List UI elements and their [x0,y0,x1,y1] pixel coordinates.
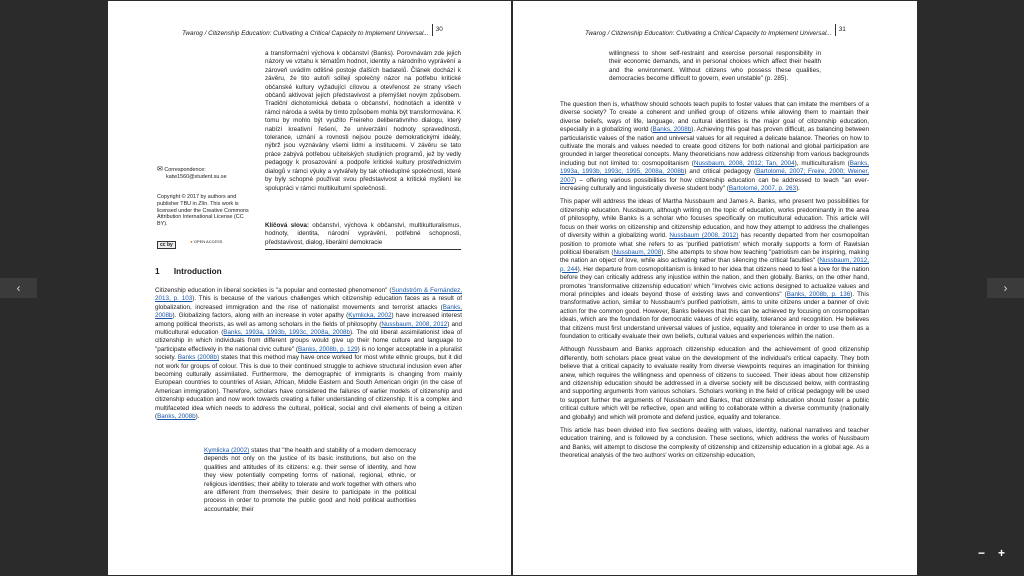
citation-link[interactable]: Banks, 2008b, p. 136 [786,290,851,298]
page-number: 31 [835,24,846,36]
paragraph: This article has been divided into five sections dealing with values, identity, national narratives and teacher education training, and is followed by a conclusion. These sections, which address the works of Nussbaum and Banks, will attempt to disclose the complexity of citizenship and citizenship education in a global age. As a theoretical analysis of the two authors' works on citizenship education, [560,427,869,460]
cc-by-badge[interactable]: cc by [157,241,176,249]
citation-link[interactable]: Nussbaum (2008, 2012) [669,232,739,240]
block-quote-continued: willingness to show self-restraint and exercise personal responsibility in their economic demands, and in personal choices which affect their health and the environment. Without citizens who possess these qualities, democracies become difficult to govern, even unstable" (p. 285). [609,50,821,83]
abstract-czech-text: a transformační výchova k občanství (Banks). Porovnávám zde jejich názory ve vztahu k tématům hodnot, identity a národního vyprávění a zároveň uvádím odlišné postoje ďalších badatelů. Článek dochází k závěru, že tito autoři sdílejí společný názor na potřebu kritické občanské kultury vyžadující cílovou a otevřenost ze strany všech občanů aktivovat jejich představivost a přemýšlet novým způsobem. Tradiční dichotomická debata o občanství, hodnotách a identitě v rámci národa a světa by tímto způsobem mohla být transformována. K tomu by mohlo být využito Freireho deliberativního dialogu, který nabízí kreativní řešení, že univerzální hodnoty spravedlnosti, tolerance, uznání a rovnosti nejsou pouze demokratickými ideály, nýbrž jsou vyznávány všemi lidmi a institucemi. V závěru se tato práce zabývá potřebou učitelských studijních programů, jež by vedly pedagogy k prosazování a podpoře kritické kultury prostřednictvím dialogů v rámci výuky a vytvářely by tak ohleduplné společnosti, které by byly schopné používat svou představivost a kritické myšlení ke spolupráci v rámci multikulturní společnosti. [265,50,461,192]
citation-link[interactable]: Nussbaum, 2012, p. 244 [560,257,870,273]
next-page-button[interactable] [987,278,1024,298]
running-header-text: Twarog / Citizenship Education: Cultivating a Critical Capacity to Implement Universal... [585,30,832,37]
citation-link[interactable]: Kymlicka, 2002 [348,312,392,320]
citation-link[interactable]: Banks, 2008b [652,126,692,134]
correspondence-block [157,167,247,181]
running-header-right [585,28,846,40]
citation-link[interactable]: Banks, 2008b [155,303,462,320]
running-header-left [182,28,443,40]
citation-link[interactable]: Nussbaum, 2008, 2012; Tan, 2004 [693,159,795,167]
envelope-icon: ✉ [157,166,163,173]
citation-link[interactable]: Banks, 2008b, p. 129 [297,345,358,353]
previous-page-button[interactable] [0,278,37,298]
keywords-label: Klíčová slova: [265,222,309,229]
keywords-czech [265,222,461,250]
block-quote: Kymlicka (2002) states that "the health and stability of a modern democracy depends not only on the justice of its basic institutions, but also on the qualities and attitudes of its citizens: e.g. their sense of identity, and how they view potentially competing forms of national, regional, ethnic, or religious identities; their ability to tolerate and work together with others who are different from themselves; their desire to participate in the political process in order to promote the public good and hold political authorities accountable; their [204,447,416,513]
citation-link[interactable]: Banks (2008b) [177,354,220,362]
citation-link[interactable]: Nussbaum, 2008, 2012 [381,320,448,328]
citation-link[interactable]: Banks, 1993a, 1993b, 1993c, 1995, 2008a, 2008b [560,159,869,176]
keywords-text: občanství, výchova k občanství, multikulturalismus, hodnoty, identita, národní vyprávění, potřebné schopnosti, představivost, dialog, liberální demokracie [265,222,462,246]
body-text [560,101,869,466]
license-badges [157,233,222,251]
left-page [108,1,511,575]
plus-icon: + [998,546,1006,560]
copyright-text: Copyright © 2017 by authors and publisher TBU in Zlín. This work is licensed under the Creative Commons Attribution International License (CC BY). [157,194,249,228]
open-access-badge: ● OPEN ACCESS [190,239,223,245]
running-header-text: Twarog / Citizenship Education: Cultivating a Critical Capacity to Implement Universal... [182,30,429,37]
chevron-right-icon: › [1003,281,1008,295]
correspondence-email[interactable]: katw1560@student.su.se [166,173,227,180]
paragraph: This paper will address the ideas of Martha Nussbaum and James A. Banks, who present two possibilities for citizenship education. Nussbaum, although writing on the topic of education, works predominantly in the area of philosophy, while Banks is a scholar who focuses specifically on multicultural education. This article will focus on their works on citizenship and citizenship education, and how they attempt to address the challenges of diversity within a globalizing world. Nussbaum (2008, 2012) has recently departed from her cosmopolitan position to promote what she refers to as 'purified patriotism' which morally supports a form of Rawlsian political liberalism (Nussbaum, 2008). She attempts to show how teaching "patriotism can be inspiring, making the nation an object of love, while also activating rather than silencing the critical faculties" (Nussbaum, 2012, p. 244). Her departure from cosmopolitanism is linked to her idea that citizens need to feel a love for the nation before they can critically address any injustice within the nation, and then globally. Banks, on the other hand, promotes 'transformative citizenship education' which "involves civic actions designed to actualize values and moral principles and ideals beyond those of existing laws and conventions" (Banks, 2008b, p. 136). This transformative action, similar to Nussbaum's purified patriotism, aims to unite citizens under a banner of civic action for the common good. However, Banks believes that this can be achieved by focusing on cosmopolitan ideals, which are the foundation for democratic values of civic equality, tolerance and recognition. He believes that citizens must first understand universal values of justice, equality and tolerance in order to use them as a foundation to critically evaluate their own beliefs, cultural values and experiences within the nation. [560,198,870,340]
section-title: Introduction [173,267,222,276]
citation-link[interactable]: Kymlicka (2002) [204,447,250,454]
zoom-out-button[interactable] [978,546,985,560]
section-number: 1 [155,267,160,276]
citation-link[interactable]: Sundström & Fernández, 2013, p. 103 [155,287,462,303]
chevron-left-icon: ‹ [16,281,21,295]
citation-link[interactable]: Banks, 2008b [157,413,196,421]
minus-icon: − [978,546,986,560]
zoom-in-button[interactable] [998,546,1005,560]
citation-link[interactable]: Bartolomé, 2007, p. 263 [728,185,797,193]
intro-paragraph: Citizenship education in liberal societies is "a popular and contested phenomenon" (Sundström & Fernández, 2013, p. 103). This is because of the various challenges which citizenship education faces as a result of globalization, increased immigration and the rise of nationalist movements and terrorist attacks (Banks, 2008b). Globalizing factors, along with an increase in voter apathy (Kymlicka, 2002) have increased interest among political theorists, as well as among scholars in the fields of philosophy (Nussbaum, 2008, 2012) and multicultural education (Banks, 1993a, 1993b, 1993c, 2008a, 2008b). The old liberal assimilationist idea of citizenship in which individuals from different groups would give up their home culture and language to "participate effectively in the national civic culture" (Banks, 2008b, p. 129) is no longer acceptable in a pluralist society. Banks (2008b) states that this method may have once worked for most white ethnic groups, but it did not work for groups of colour. This is due to their continued struggle to achieve structural inclusion even after becoming culturally assimilated. Furthermore, the demographic of immigrants is changing from mainly European countries to countries of Asian, African, Middle Eastern and South American origin (in the case of American immigration). Therefore, scholars have considered the failures of earlier models of citizenship and citizenship education and now work towards creating a fuller understanding of citizenship. It is a complex and multifaceted idea which needs to address the cultural, political, social and civil elements of being a citizen (Banks, 2008b). [155,287,463,421]
paragraph: Although Nussbaum and Banks approach citizenship education and the achievement of good citizenship differently, both scholars place great value on the development of the individual's critical capacity. They both believe that a critical capacity to evaluate reality from diverse viewpoints requires an imagination for thinking anew, which requires the willingness and openness of citizens to succeed. Their ideas about how citizenship and citizenship education should be addressed in a diverse society will be discussed below, with contrasting and supporting arguments from various scholars. Scholars working in the field of critical pedagogy will be used to support further the arguments of Nussbaum and Banks, that citizenship education should foster a public critical culture which will be reflective, open and willing to collaborate within a diverse community (nationally and globally) and which will promote and defend justice, equality and tolerance. [560,346,869,421]
correspondence-label: Correspondence: [164,167,206,173]
citation-link[interactable]: Bartolomé, 2007; Freire, 2000; Weiner, 2007 [560,168,870,184]
abstract-czech [265,50,461,193]
citation-link[interactable]: Banks, 1993a, 1993b, 1993c, 2008a, 2008b [223,329,350,337]
section-heading [155,267,222,276]
page-number: 30 [432,24,443,36]
right-page [513,1,917,575]
copyright-block [157,194,249,228]
open-access-icon: ● [190,239,193,245]
citation-link[interactable]: Nussbaum, 2008 [613,248,662,256]
paragraph: The question then is, what/how should schools teach pupils to foster values that can imitate the members of a diverse society? To create a coherent and unified group of citizens while allowing them to maintain their diverse beliefs, ways of life, language, and cultural identities is the major goal of citizenship education, especially in a globalizing world (Banks, 2008b). Achieving this goal has proven difficult, as balancing between particularistic values of the nation and universal values for all required a delicate balance. Theories on how to cultivate the morals and values needed to create good citizens for both national and global participation are grounded in larger theoretical concepts. Many theoreticians now address citizenship from various backgrounds including but not limited to: cosmopolitanism (Nussbaum, 2008, 2012; Tan, 2004), multiculturalism (Banks, 1993a, 1993b, 1993c, 1995, 2008a, 2008b) and critical pedagogy (Bartolomé, 2007; Freire, 2000; Weiner, 2007) – offering various possibilities for how citizenship education can be addressed to teach "an ever-increasing culturally and linguistically diverse student body" (Bartolomé, 2007, p. 263). [560,101,870,193]
